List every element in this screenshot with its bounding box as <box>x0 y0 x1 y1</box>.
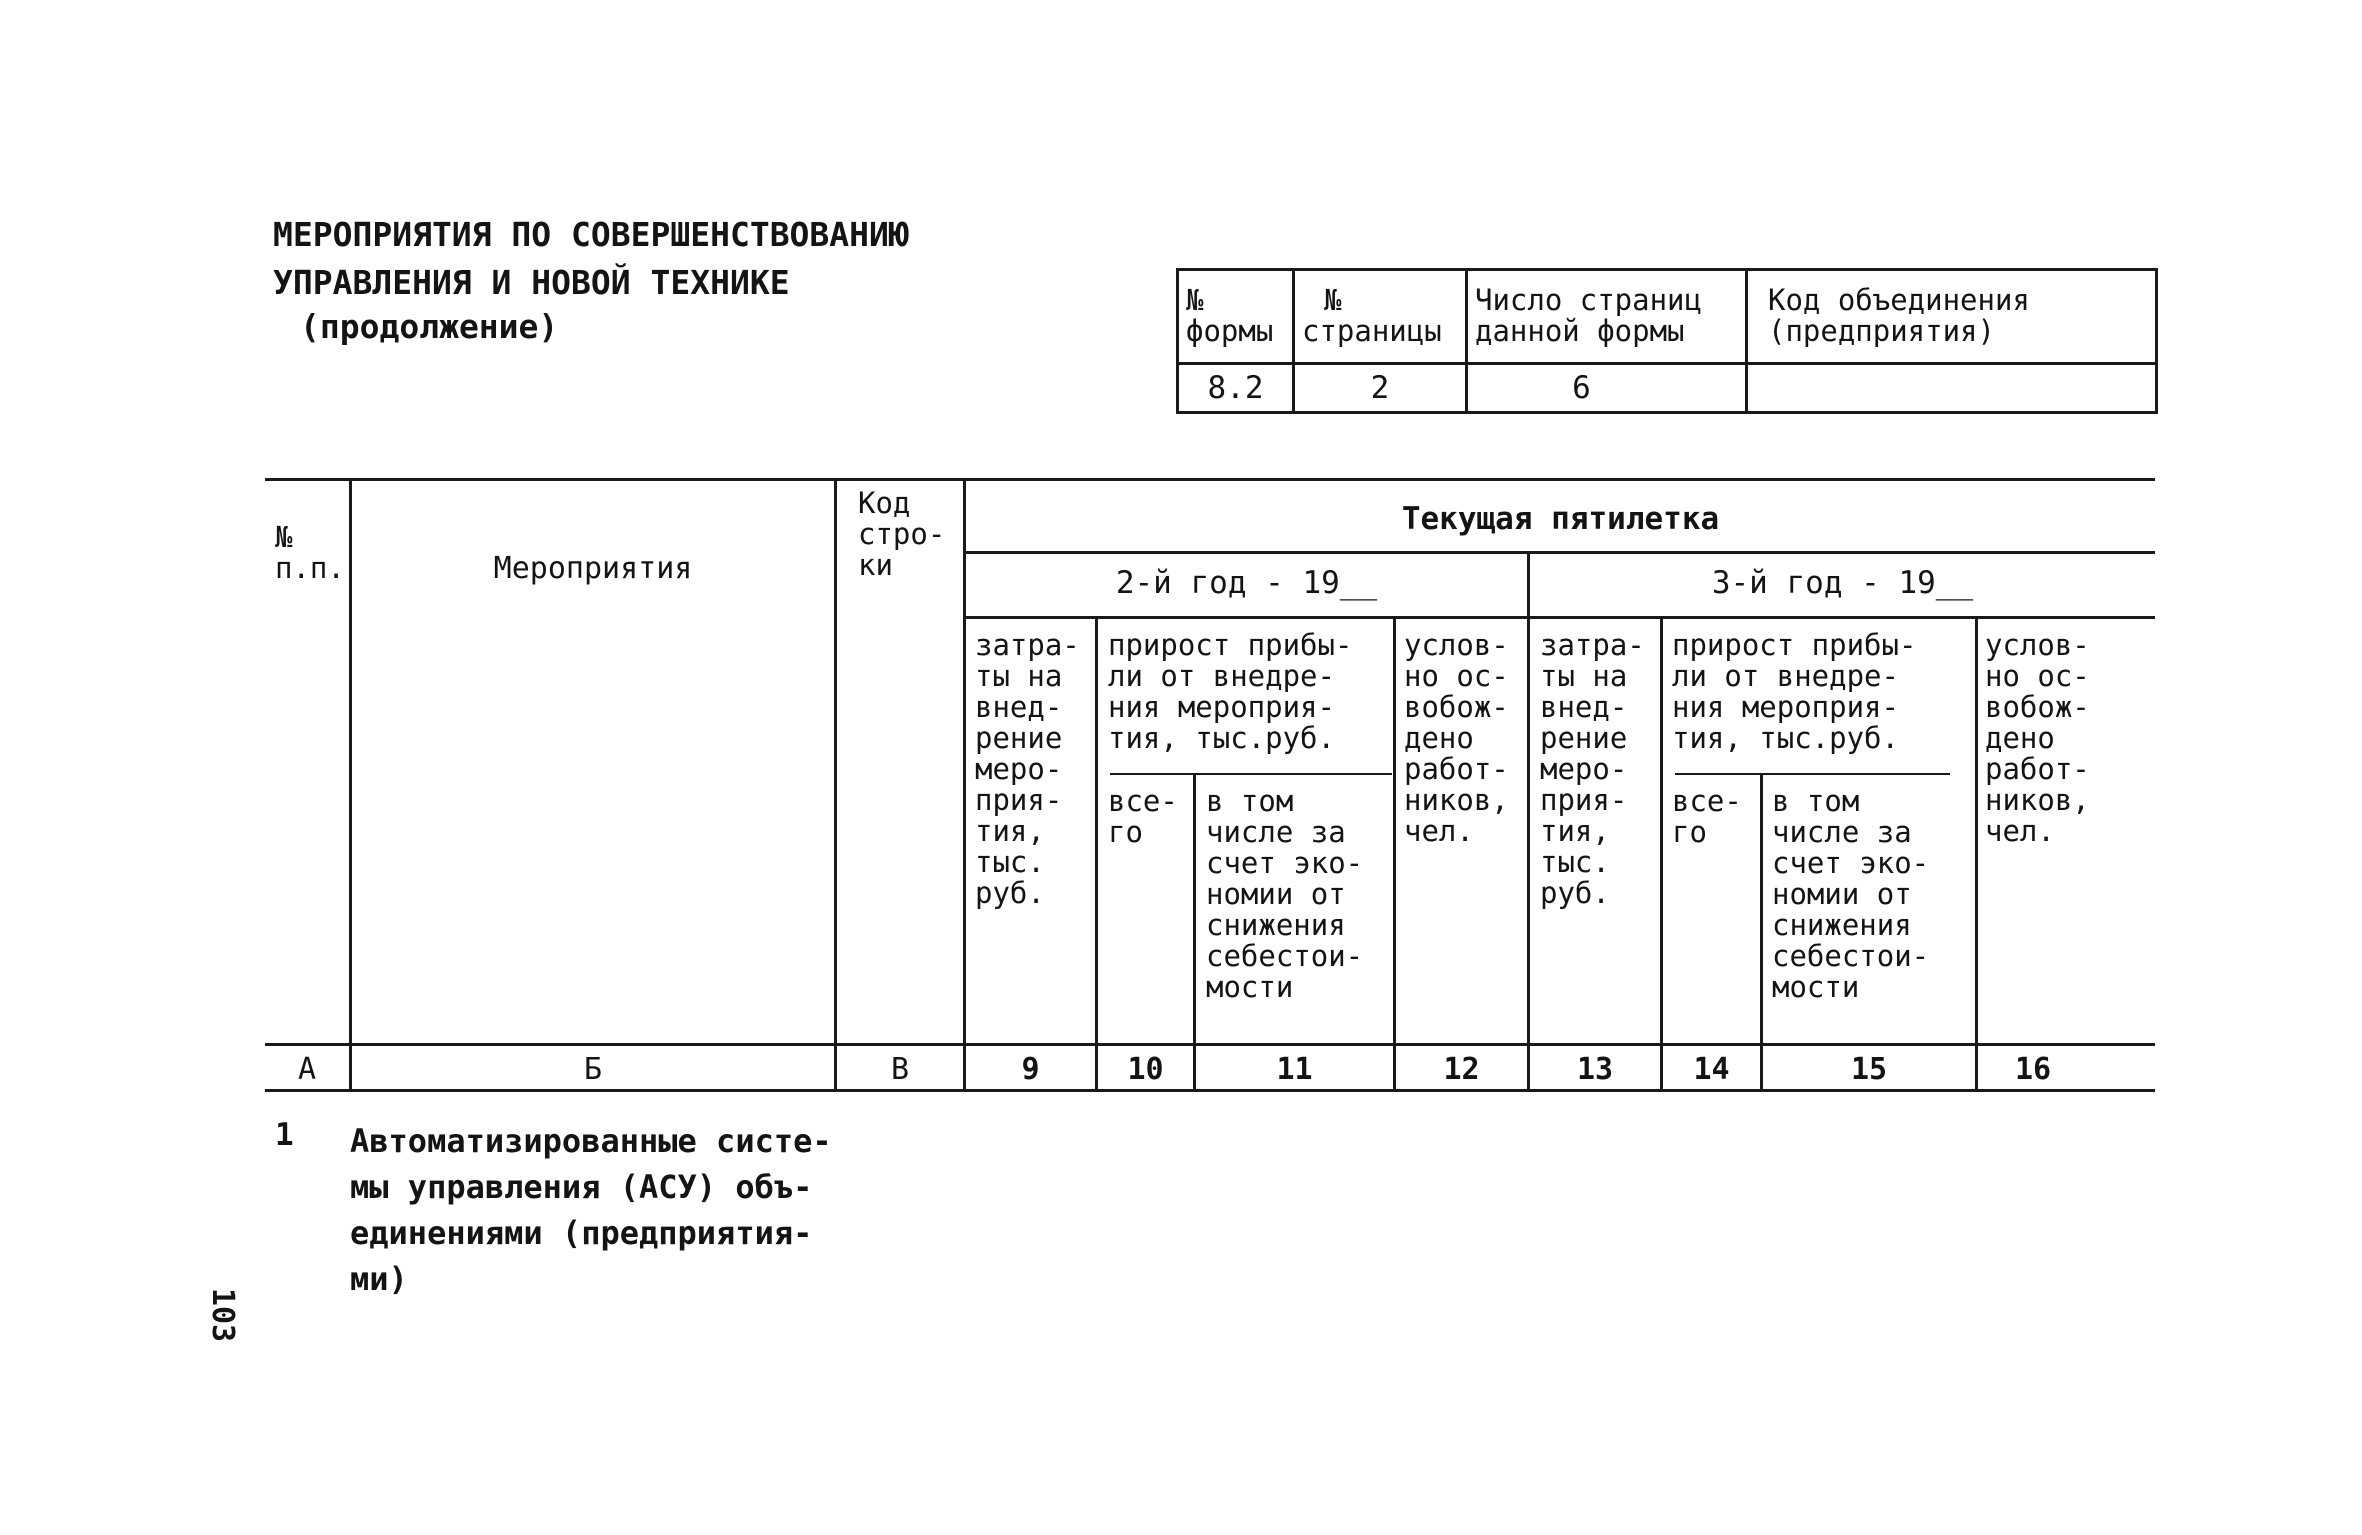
header-including-y3: в том числе за счет эко- номии от снижения себестои- мости <box>1772 784 1930 1004</box>
header-row-number: № п.п. <box>275 520 345 585</box>
header-current-five-year-plan: Текущая пятилетка <box>1401 501 1720 537</box>
col-code-c: В <box>890 1052 910 1087</box>
page-number-header: № страницы <box>1302 283 1442 348</box>
col-code-9: 9 <box>1021 1052 1040 1087</box>
title-line-3: (продолжение) <box>300 307 559 346</box>
col-code-13: 13 <box>1576 1052 1614 1087</box>
org-code-header: Код объединения (предприятия) <box>1768 283 2030 348</box>
header-year-3: 3-й год - 19__ <box>1711 565 1974 601</box>
header-measures: Мероприятия <box>493 551 693 586</box>
col-code-b: Б <box>583 1052 603 1087</box>
row-measure-text: Автоматизированные систе- мы управления (АСУ) объ- единениями (предприятия- ми) <box>350 1122 832 1298</box>
form-number-value: 8.2 <box>1207 370 1264 406</box>
col-code-16: 16 <box>2014 1052 2052 1087</box>
col-code-14: 14 <box>1693 1052 1730 1087</box>
pages-count-header: Число страниц данной формы <box>1475 283 1702 348</box>
title-line-2: УПРАВЛЕНИЯ И НОВОЙ ТЕХНИКЕ <box>273 263 790 302</box>
page-number: 103 <box>205 1287 241 1343</box>
header-profit-growth-y2: прирост прибы- ли от внедре- ния мероприя- тия, тыс.руб. <box>1108 628 1353 755</box>
col-code-15: 15 <box>1850 1052 1888 1087</box>
header-total-y3: все- го <box>1672 784 1742 849</box>
header-including-y2: в том числе за счет эко- номии от снижения себестои- мости <box>1206 784 1364 1004</box>
header-total-y2: все- го <box>1108 784 1178 849</box>
header-freed-workers-y3: услов- но ос- вобож- дено работ- ников, чел. <box>1985 628 2090 848</box>
header-costs-y3: затра- ты на внед- рение меро- прия- тия, тыс. руб. <box>1540 628 1645 910</box>
row-number: 1 <box>275 1117 294 1153</box>
col-code-11: 11 <box>1276 1052 1313 1087</box>
title-line-1: МЕРОПРИЯТИЯ ПО СОВЕРШЕНСТВОВАНИЮ <box>273 215 909 254</box>
header-profit-growth-y3: прирост прибы- ли от внедре- ния мероприя- тия, тыс.руб. <box>1672 628 1917 755</box>
pages-count-value: 6 <box>1572 370 1591 406</box>
form-number-header: № формы <box>1186 283 1274 348</box>
header-freed-workers-y2: услов- но ос- вобож- дено работ- ников, чел. <box>1404 628 1509 848</box>
col-code-12: 12 <box>1443 1052 1480 1087</box>
header-costs-y2: затра- ты на внед- рение меро- прия- тия, тыс. руб. <box>975 628 1080 910</box>
header-year-2: 2-й год - 19__ <box>1115 565 1378 601</box>
col-code-10: 10 <box>1127 1052 1164 1087</box>
col-code-a: А <box>297 1052 317 1087</box>
header-row-code: Код стро- ки <box>858 486 946 582</box>
page-number-value: 2 <box>1370 370 1390 406</box>
